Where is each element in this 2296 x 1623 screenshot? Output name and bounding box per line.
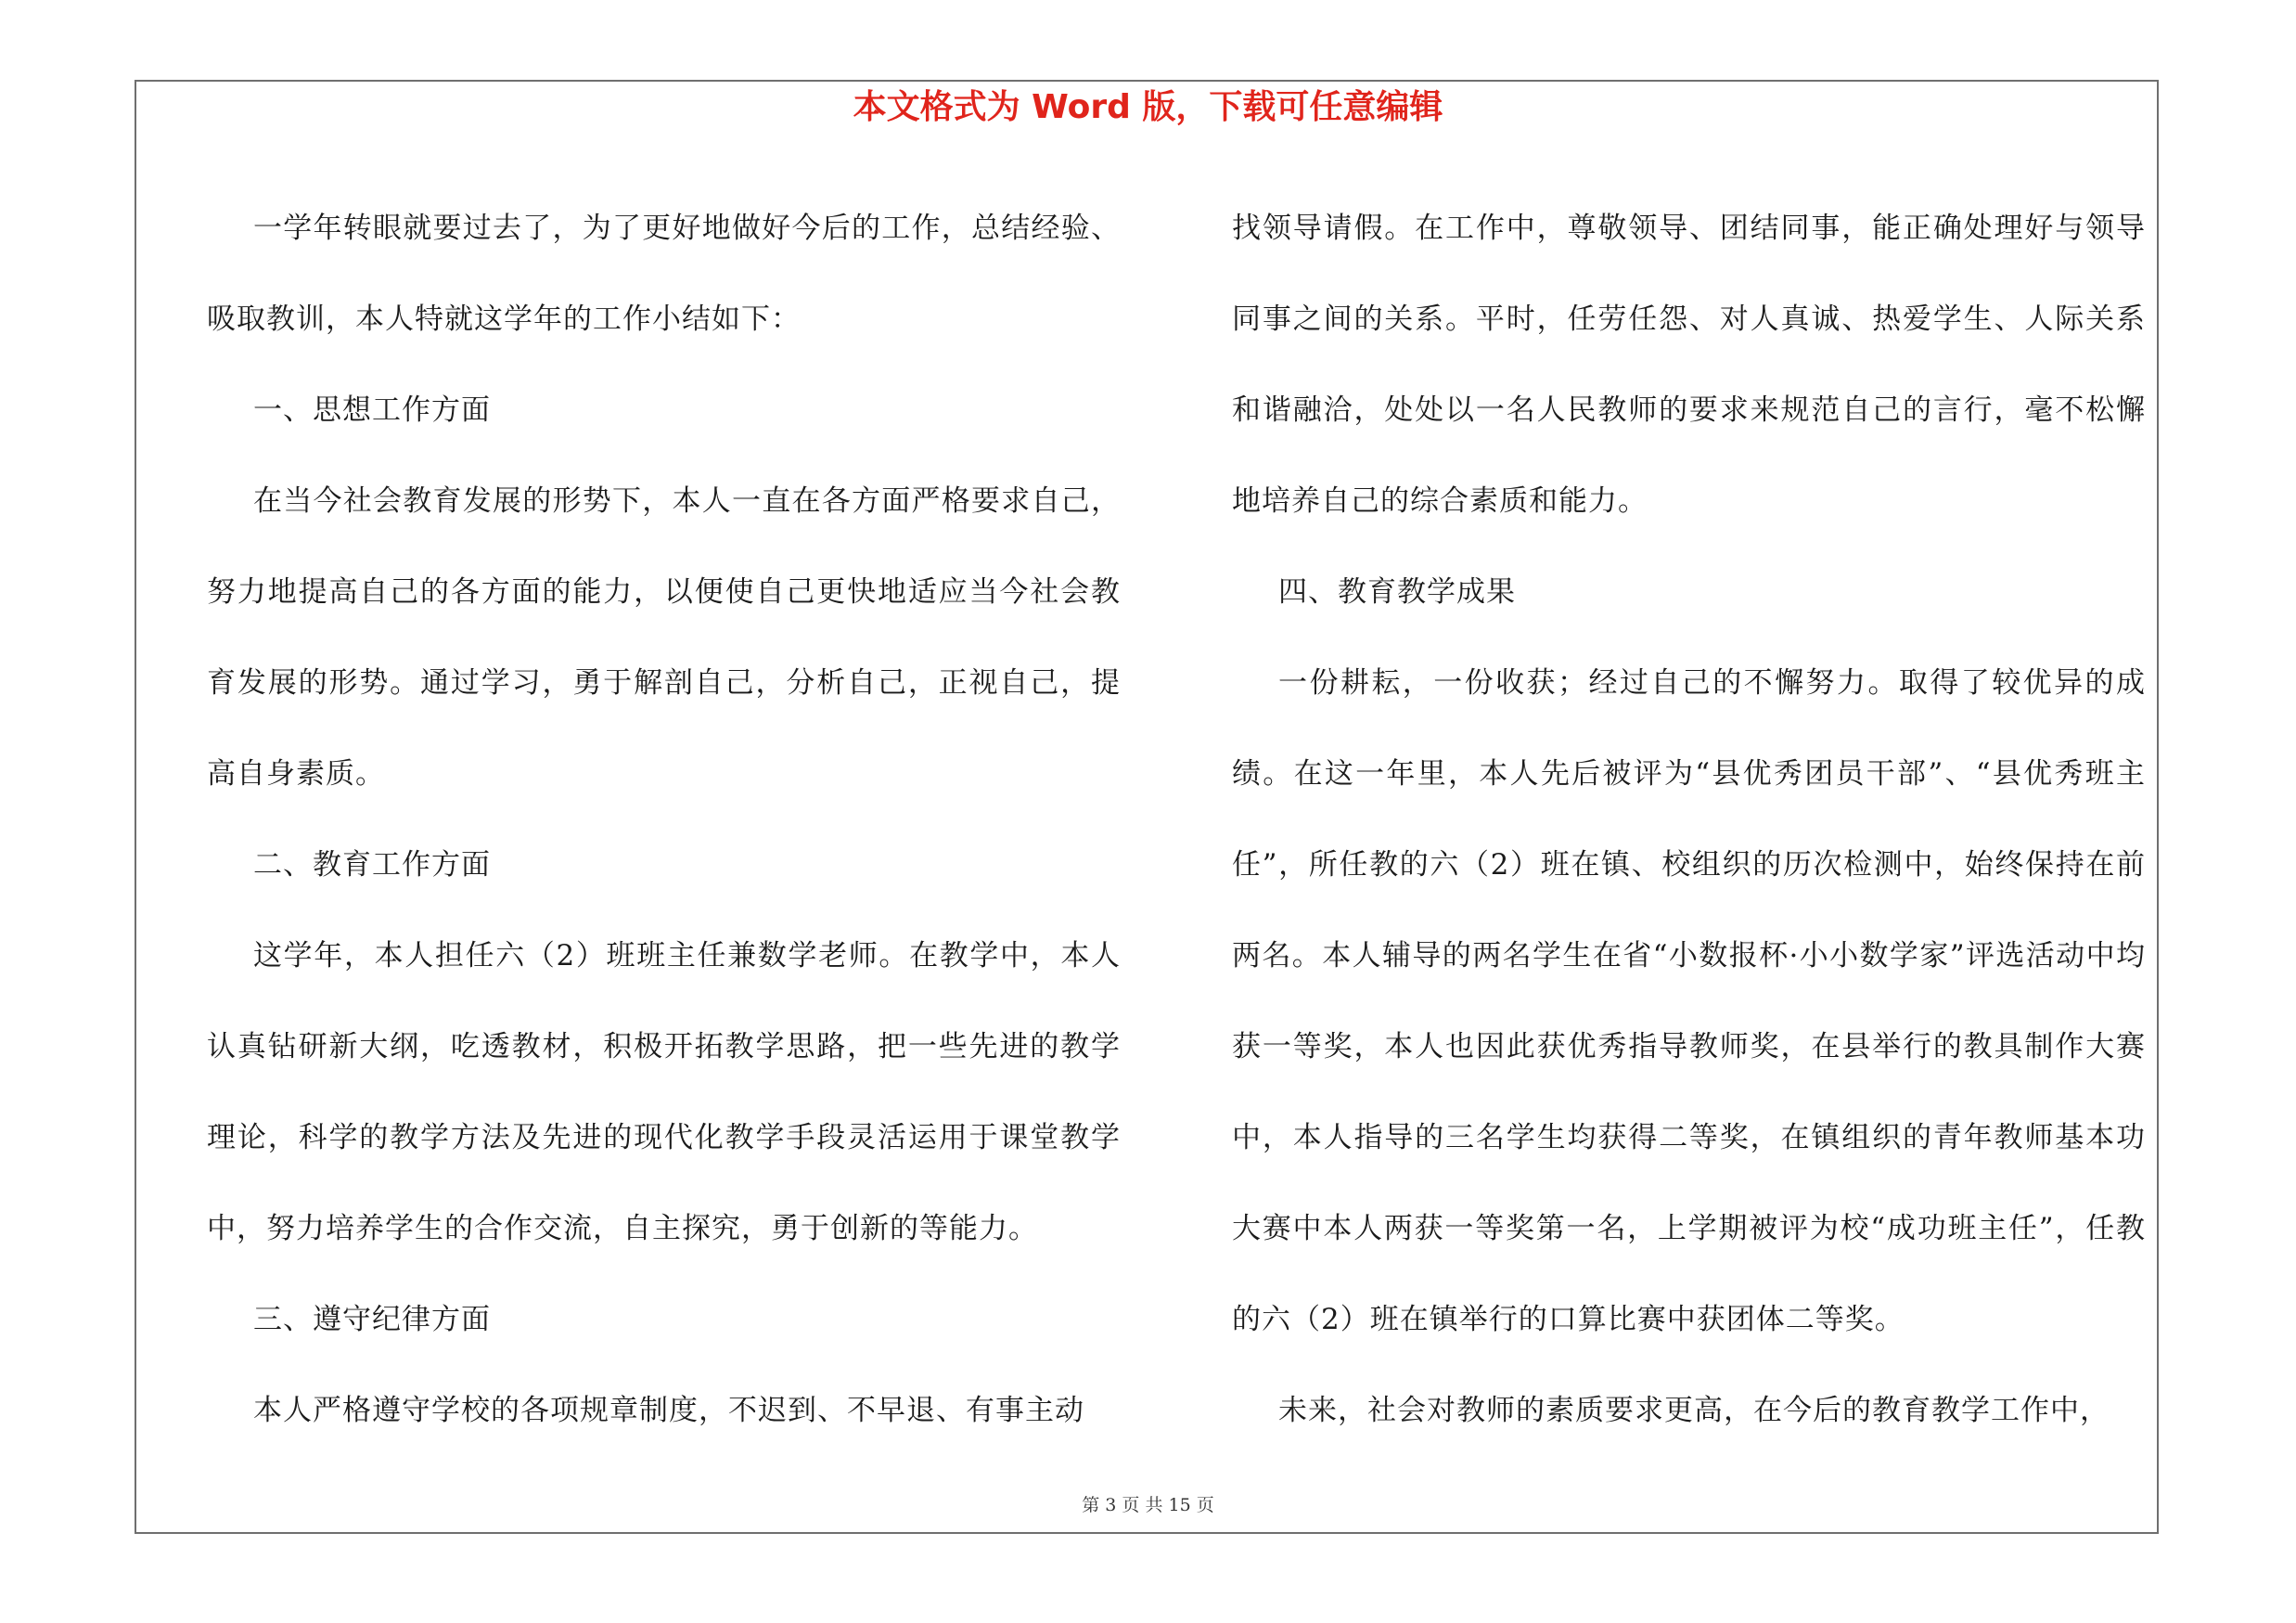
heading-discipline: 三、遵守纪律方面 xyxy=(253,1303,491,1336)
heading-education: 二、教育工作方面 xyxy=(253,848,491,882)
left-column xyxy=(207,183,1121,1456)
paragraph-ideology: 在当今社会教育发展的形势下，本人一直在各方面严格要求自己，努力地提高自己的各方面的能力，以便使自己更快地适应当今社会教育发展的形势。通过学习，勇于解剖自己，分析自己，正视自己，提高自身素质。 xyxy=(207,484,1121,791)
paragraph-achievements: 一份耕耘，一份收获；经过自己的不懈努力。取得了较优异的成绩。在这一年里，本人先后被评为“县优秀团员干部”、“县优秀班主任”，所任教的六（2）班在镇、校组织的历次检测中，始终保持在前两名。本人辅导的两名学生在省“小数报杯·小小数学家”评选活动中均获一等奖，本人也因此获优秀指导教师奖，在县举行的教具制作大赛中，本人指导的三名学生均获得二等奖，在镇组织的青年教师基本功大赛中本人两获一等奖第一名，上学期被评为校“成功班主任”，任教的六（2）班在镇举行的口算比赛中获团体二等奖。 xyxy=(1232,666,2146,1336)
paragraph-discipline-continued: 找领导请假。在工作中，尊敬领导、团结同事，能正确处理好与领导同事之间的关系。平时，任劳任怨、对人真诚、热爱学生、人际关系和谐融洽，处处以一名人民教师的要求来规范自己的言行，毫不松懈地培养自己的综合素质和能力。 xyxy=(1232,212,2146,518)
paragraph-education: 这学年，本人担任六（2）班班主任兼数学老师。在教学中，本人认真钻研新大纲，吃透教材，积极开拓教学思路，把一些先进的教学理论，科学的教学方法及先进的现代化教学手段灵活运用于课堂教学中，努力培养学生的合作交流，自主探究，勇于创新的等能力。 xyxy=(207,939,1121,1245)
heading-ideology: 一、思想工作方面 xyxy=(253,393,491,427)
paragraph-future: 未来，社会对教师的素质要求更高，在今后的教育教学工作中， xyxy=(1278,1394,2110,1427)
heading-achievements: 四、教育教学成果 xyxy=(1278,575,1516,609)
page-number-footer: 第 3 页 共 15 页 xyxy=(1082,1495,1214,1515)
paragraph-discipline-start: 本人严格遵守学校的各项规章制度，不迟到、不早退、有事主动 xyxy=(253,1394,1084,1427)
format-banner: 本文格式为 Word 版，下载可任意编辑 xyxy=(853,88,1443,126)
right-column xyxy=(1232,183,2146,1456)
paragraph-intro: 一学年转眼就要过去了，为了更好地做好今后的工作，总结经验、吸取教训，本人特就这学年的工作小结如下： xyxy=(207,212,1121,336)
